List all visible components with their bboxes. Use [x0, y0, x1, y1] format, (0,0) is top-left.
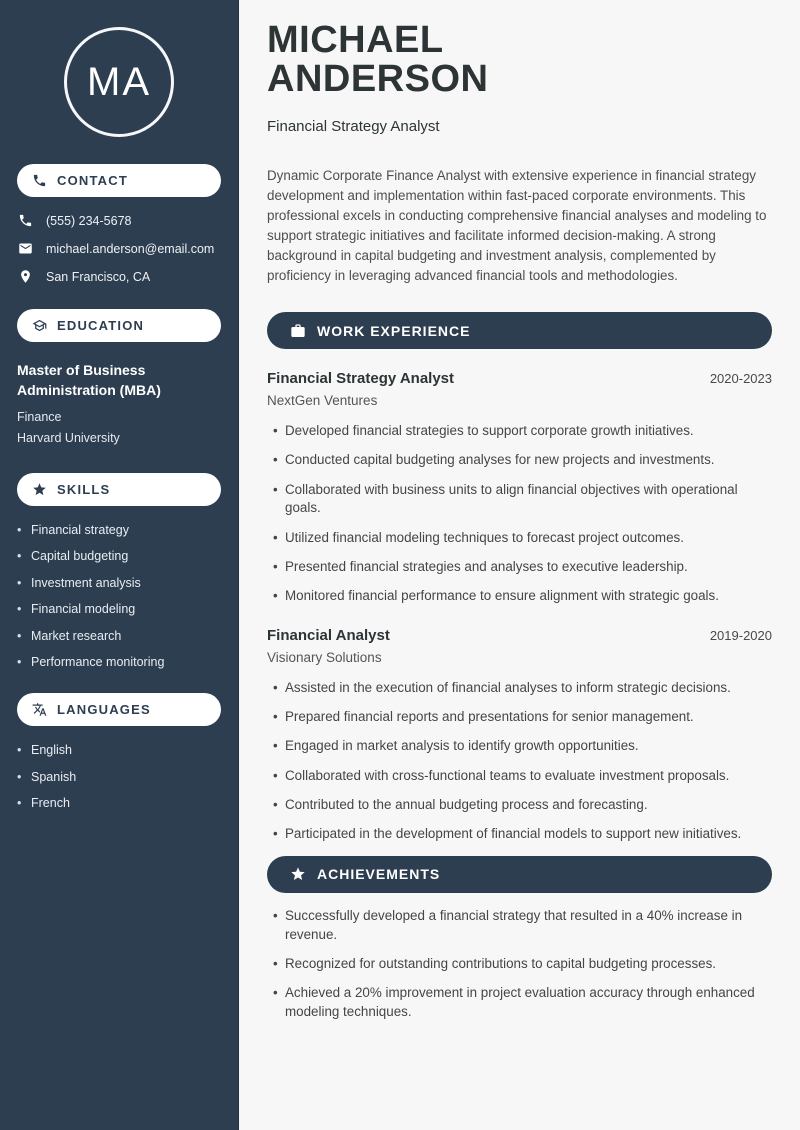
- language-item: • Spanish: [31, 770, 221, 784]
- job-bullet: • Monitored financial performance to ensure alignment with strategic goals.: [273, 587, 772, 606]
- job-bullet: • Participated in the development of financial models to support new initiatives.: [273, 825, 772, 844]
- graduation-cap-icon: [32, 318, 47, 333]
- achievement-bullet: • Recognized for outstanding contributions to capital budgeting processes.: [273, 955, 772, 974]
- job-bullet: • Presented financial strategies and analyses to executive leadership.: [273, 558, 772, 577]
- job-bullet: • Assisted in the execution of financial analyses to inform strategic decisions.: [273, 679, 772, 698]
- job-entry: [267, 370, 772, 606]
- education-degree: Master of Business Administration (MBA): [17, 362, 161, 398]
- job-bullet-list: [273, 679, 772, 844]
- contact-item-email: [18, 241, 220, 256]
- job-bullet: • Prepared financial reports and presentations for senior management.: [273, 708, 772, 727]
- contact-section-title: CONTACT: [57, 173, 128, 188]
- star-icon: [290, 866, 306, 882]
- work-experience-banner: [267, 312, 772, 349]
- briefcase-icon: [290, 323, 306, 339]
- job-dates: 2020-2023: [709, 371, 772, 386]
- skill-item: • Financial strategy: [31, 523, 221, 537]
- contact-item-phone: [18, 213, 220, 228]
- job-entry: [267, 627, 772, 844]
- contact-item-location: [18, 269, 220, 284]
- phone-number: (555) 234-5678: [46, 213, 132, 228]
- job-bullet: • Conducted capital budgeting analyses for new projects and investments.: [273, 451, 772, 470]
- job-company: Visionary Solutions: [267, 649, 382, 665]
- work-experience-title: WORK EXPERIENCE: [317, 322, 471, 339]
- job-bullet: • Engaged in market analysis to identify growth opportunities.: [273, 737, 772, 756]
- job-bullet: • Developed financial strategies to support corporate growth initiatives.: [273, 422, 772, 441]
- job-title: Financial Strategy Analyst: [267, 370, 455, 387]
- education-entry: [17, 361, 221, 445]
- achievements-title: ACHIEVEMENTS: [317, 866, 441, 883]
- languages-section-header: [17, 693, 221, 726]
- skill-item: • Financial modeling: [31, 602, 221, 616]
- skills-list: [31, 523, 221, 670]
- education-field: Finance: [17, 409, 62, 424]
- avatar-wrap: [0, 27, 238, 137]
- job-dates: 2019-2020: [709, 627, 772, 643]
- languages-section-title: LANGUAGES: [57, 702, 151, 718]
- skill-item: • Performance monitoring: [31, 655, 221, 669]
- job-bullet-list: [273, 422, 772, 606]
- job-bullet: • Collaborated with cross-functional teams to evaluate investment proposals.: [273, 767, 772, 786]
- achievement-bullet: • Successfully developed a financial strategy that resulted in a 40% increase in revenue.: [273, 907, 772, 945]
- language-item: • French: [31, 796, 221, 810]
- contact-list: [18, 213, 220, 284]
- skill-item: • Capital budgeting: [31, 549, 221, 563]
- avatar-initials: MA: [87, 59, 151, 104]
- job-title: Financial Analyst: [267, 626, 390, 644]
- email-icon: [18, 241, 33, 256]
- translate-icon: [32, 702, 47, 717]
- job-header: [267, 627, 772, 644]
- skill-item: • Investment analysis: [31, 576, 221, 590]
- skill-item: • Market research: [31, 629, 221, 643]
- job-bullet: • Contributed to the annual budgeting process and forecasting.: [273, 796, 772, 815]
- location-icon: [18, 269, 33, 284]
- achievements-banner: [267, 856, 772, 893]
- achievement-bullet: • Achieved a 20% improvement in project evaluation accuracy through enhanced modeling techniques.: [273, 984, 772, 1022]
- skills-section-header: [17, 473, 221, 506]
- job-company: NextGen Ventures: [267, 393, 378, 408]
- star-icon: [32, 482, 47, 497]
- main-content: [239, 0, 800, 1130]
- contact-section-header: [17, 164, 221, 197]
- candidate-name: MICHAEL ANDERSON: [267, 19, 489, 100]
- email-address: michael.anderson@email.com: [46, 241, 215, 256]
- avatar: [64, 27, 174, 137]
- profile-summary: Dynamic Corporate Finance Analyst with extensive experience in financial strategy development and implementation within fast-paced corporate environments. This professional excels in conducting comprehensive financial analyses and modeling to support strategic initiatives and facilitate informed decision-making. A strong background in capital budgeting and investment analysis, complemented by proficiency in leveraging advanced financial tools and methodologies.: [267, 168, 767, 283]
- location-text: San Francisco, CA: [46, 269, 151, 284]
- skills-section-title: SKILLS: [57, 481, 111, 497]
- education-section-header: [17, 309, 221, 342]
- achievements-list: [273, 907, 772, 1022]
- job-header: [267, 370, 772, 387]
- job-bullet: • Utilized financial modeling techniques to forecast project outcomes.: [273, 529, 772, 548]
- phone-icon: [18, 213, 33, 228]
- phone-icon: [32, 173, 47, 188]
- sidebar: [0, 0, 239, 1130]
- languages-list: [31, 743, 221, 810]
- education-section-title: EDUCATION: [57, 318, 145, 333]
- job-bullet: • Collaborated with business units to align financial objectives with operational goals.: [273, 481, 772, 519]
- language-item: • English: [31, 743, 221, 757]
- education-school: Harvard University: [17, 430, 120, 445]
- candidate-headline: Financial Strategy Analyst: [267, 118, 440, 135]
